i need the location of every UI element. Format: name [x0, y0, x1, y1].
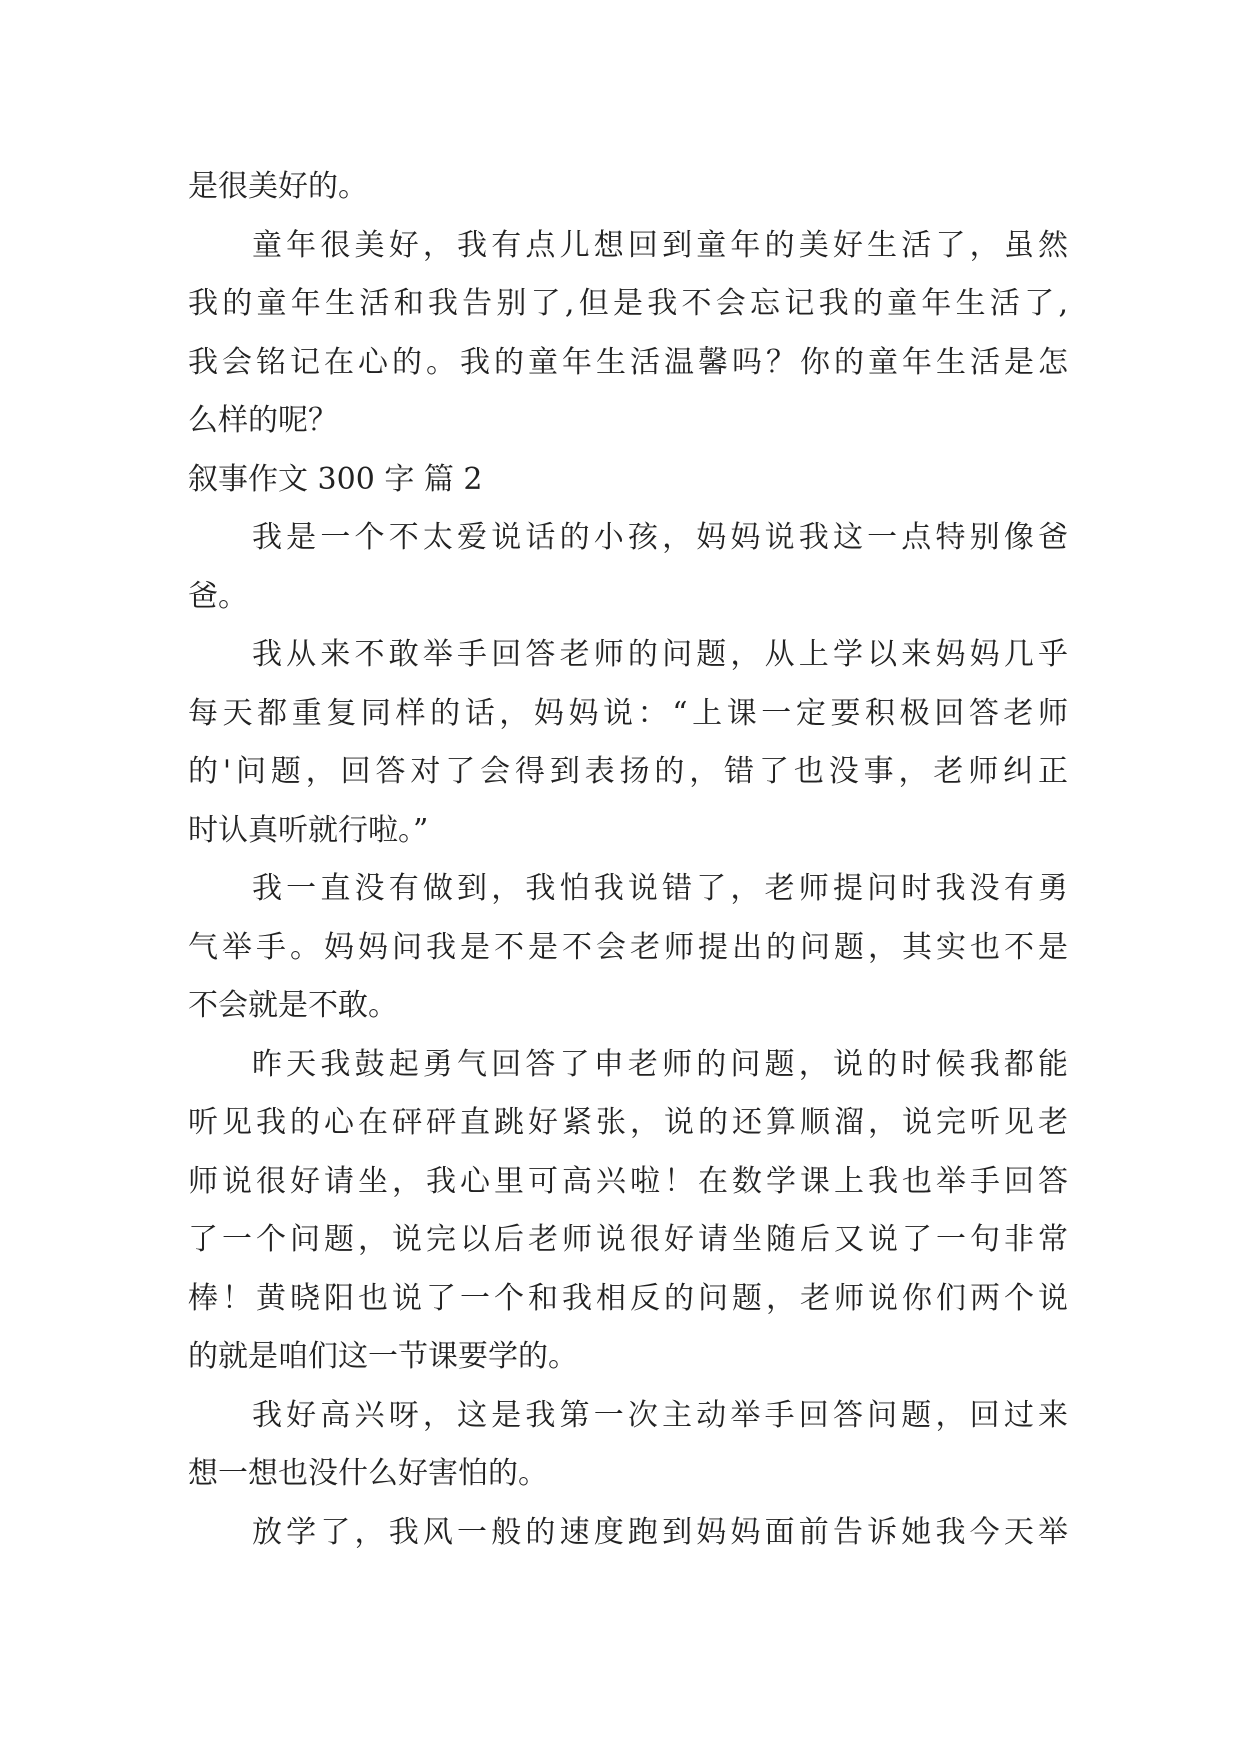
text-line: 我是一个不太爱说话的小孩，妈妈说我这一点特别像爸: [252, 520, 1068, 555]
text-line: 是很美好的。: [188, 169, 368, 204]
text-line: 我会铭记在心的。我的童年生活温馨吗？你的童年生活是怎: [188, 344, 1068, 380]
text-line: 我好高兴呀，这是我第一次主动举手回答问题，回过来: [252, 1397, 1068, 1433]
text-line: 昨天我鼓起勇气回答了申老师的问题，说的时候我都能: [252, 1046, 1068, 1082]
document-body: [188, 158, 1068, 1562]
text-line: 的'问题，回答对了会得到表扬的，错了也没事，老师纠正: [188, 754, 1068, 789]
text-line: 每天都重复同样的话，妈妈说：“上课一定要积极回答老师: [188, 695, 1068, 731]
text-line: 的就是咱们这一节课要学的。: [188, 1339, 578, 1374]
text-line: 想一想也没什么好害怕的。: [188, 1456, 548, 1491]
text-line: 放学了，我风一般的速度跑到妈妈面前告诉她我今天举: [252, 1514, 1068, 1550]
text-line: 爸。: [188, 578, 248, 614]
text-line: 我从来不敢举手回答老师的问题，从上学以来妈妈几乎: [252, 637, 1068, 672]
text-line: 棒！黄晓阳也说了一个和我相反的问题，老师说你们两个说: [188, 1280, 1068, 1316]
text-line: 师说很好请坐，我心里可高兴啦！在数学课上我也举手回答: [188, 1163, 1068, 1199]
text-line: 了一个问题，说完以后老师说很好请坐随后又说了一句非常: [188, 1222, 1068, 1257]
text-line: 童年很美好，我有点儿想回到童年的美好生活了，虽然: [252, 227, 1068, 263]
text-line: 我一直没有做到，我怕我说错了，老师提问时我没有勇: [252, 871, 1068, 906]
text-line: 时认真听就行啦。”: [188, 812, 429, 848]
section-heading: 叙事作文 300 字 篇 2: [188, 461, 483, 497]
text-line: 我的童年生活和我告别了,但是我不会忘记我的童年生活了,: [188, 286, 1068, 321]
text-line: 气举手。妈妈问我是不是不会老师提出的问题，其实也不是: [188, 929, 1068, 965]
text-line: 不会就是不敢。: [188, 988, 398, 1023]
text-line: 听见我的心在砰砰直跳好紧张，说的还算顺溜，说完听见老: [188, 1105, 1068, 1140]
text-line: 么样的呢？: [188, 403, 338, 438]
